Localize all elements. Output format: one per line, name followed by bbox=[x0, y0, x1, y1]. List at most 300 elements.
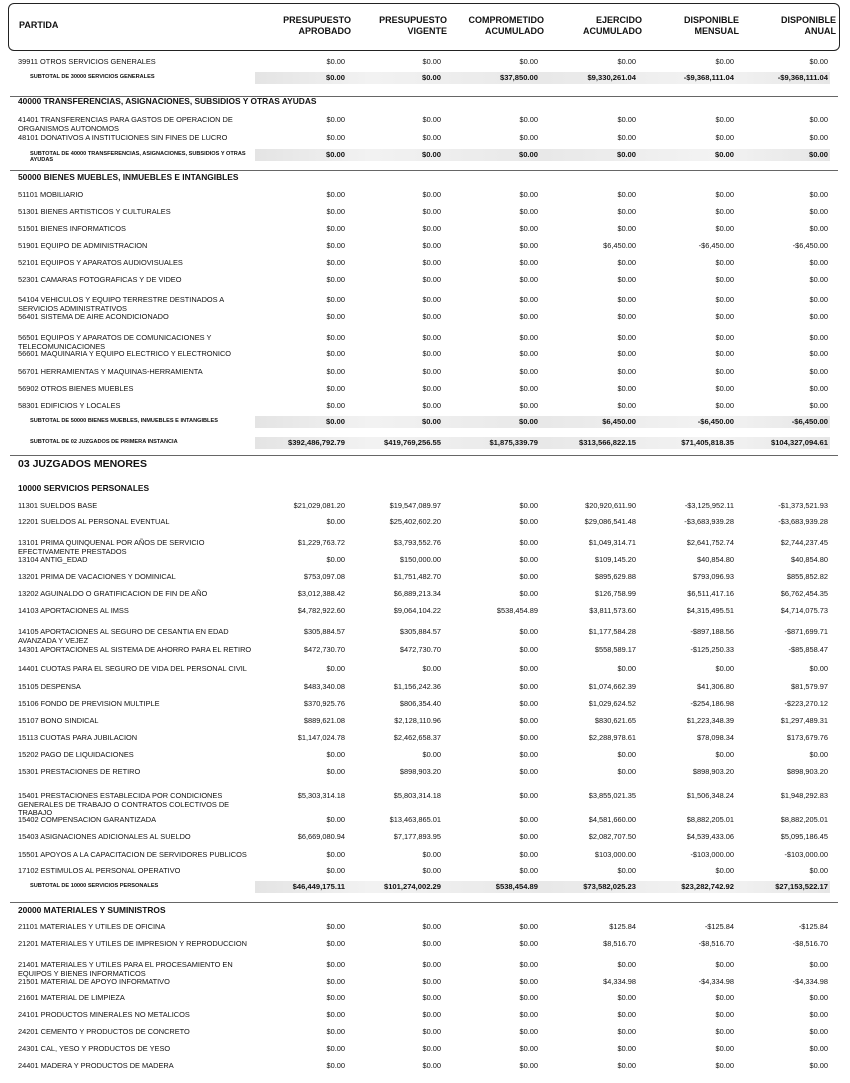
amount-cell: $0.00 bbox=[715, 384, 734, 393]
amount-cell: $19,547,089.97 bbox=[389, 501, 441, 510]
amount-cell: $0.00 bbox=[519, 866, 538, 875]
partida-label: 10000 SERVICIOS PERSONALES bbox=[18, 483, 150, 493]
amount-cell: $1,177,584.28 bbox=[588, 627, 636, 636]
amount-cell: $3,793,552.76 bbox=[393, 538, 441, 547]
amount-cell: $0.00 bbox=[326, 133, 345, 142]
amount-cell: $0.00 bbox=[809, 664, 828, 673]
amount-cell: $0.00 bbox=[519, 682, 538, 691]
partida-label: 15301 PRESTACIONES DE RETIRO bbox=[18, 767, 141, 776]
amount-cell: $0.00 bbox=[519, 349, 538, 358]
amount-cell: $0.00 bbox=[617, 664, 636, 673]
amount-cell: $0.00 bbox=[519, 1027, 538, 1036]
table-header bbox=[8, 3, 840, 51]
amount-cell: $538,454.89 bbox=[495, 882, 538, 891]
amount-cell: $0.00 bbox=[519, 115, 538, 124]
partida-label: 12201 SUELDOS AL PERSONAL EVENTUAL bbox=[18, 517, 170, 526]
amount-cell: $0.00 bbox=[519, 699, 538, 708]
amount-cell: -$125,250.33 bbox=[690, 645, 734, 654]
amount-cell: $0.00 bbox=[809, 275, 828, 284]
amount-cell: $25,402,602.20 bbox=[389, 517, 441, 526]
partida-label: 13101 PRIMA QUINQUENAL POR AÑOS DE SERVICIO EFECTIVAMENTE PRESTADOS bbox=[18, 538, 205, 556]
amount-cell: $472,730.70 bbox=[399, 645, 441, 654]
amount-cell: $0.00 bbox=[715, 993, 734, 1002]
amount-cell: -$871,699.71 bbox=[784, 627, 828, 636]
amount-cell: $0.00 bbox=[519, 384, 538, 393]
amount-cell: $0.00 bbox=[519, 664, 538, 673]
divider bbox=[10, 96, 838, 97]
amount-cell: $0.00 bbox=[809, 207, 828, 216]
amount-cell: $0.00 bbox=[325, 150, 345, 159]
amount-cell: $1,156,242.36 bbox=[393, 682, 441, 691]
partida-label: 20000 MATERIALES Y SUMINISTROS bbox=[18, 905, 166, 915]
partida-label: 51301 BIENES ARTISTICOS Y CULTURALES bbox=[18, 207, 171, 216]
amount-cell: -$897,188.56 bbox=[690, 627, 734, 636]
amount-cell: $6,669,080.94 bbox=[297, 832, 345, 841]
amount-cell: $0.00 bbox=[617, 295, 636, 304]
amount-cell: $0.00 bbox=[617, 866, 636, 875]
amount-cell: $0.00 bbox=[422, 1061, 441, 1070]
amount-cell: $0.00 bbox=[326, 960, 345, 969]
amount-cell: $0.00 bbox=[617, 1061, 636, 1070]
header-vigente: PRESUPUESTO VIGENTE bbox=[379, 15, 447, 36]
amount-cell: $0.00 bbox=[421, 73, 441, 82]
amount-cell: $0.00 bbox=[617, 133, 636, 142]
amount-cell: $0.00 bbox=[519, 791, 538, 800]
partida-label: 15202 PAGO DE LIQUIDACIONES bbox=[18, 750, 134, 759]
amount-cell: $0.00 bbox=[809, 312, 828, 321]
amount-cell: $0.00 bbox=[519, 401, 538, 410]
amount-cell: $2,641,752.74 bbox=[686, 538, 734, 547]
amount-cell: $0.00 bbox=[715, 224, 734, 233]
amount-cell: $0.00 bbox=[422, 133, 441, 142]
amount-cell: $6,450.00 bbox=[602, 417, 636, 426]
amount-cell: $0.00 bbox=[519, 939, 538, 948]
amount-cell: $0.00 bbox=[422, 224, 441, 233]
partida-label: 51501 BIENES INFORMATICOS bbox=[18, 224, 126, 233]
amount-cell: $0.00 bbox=[519, 716, 538, 725]
amount-cell: $4,315,495.51 bbox=[686, 606, 734, 615]
amount-cell: $1,751,482.70 bbox=[393, 572, 441, 581]
amount-cell: $392,486,792.79 bbox=[287, 438, 345, 447]
amount-cell: $0.00 bbox=[809, 224, 828, 233]
amount-cell: $0.00 bbox=[617, 401, 636, 410]
amount-cell: $0.00 bbox=[617, 1044, 636, 1053]
amount-cell: $1,297,489.31 bbox=[780, 716, 828, 725]
partida-label: 56902 OTROS BIENES MUEBLES bbox=[18, 384, 134, 393]
amount-cell: $0.00 bbox=[422, 275, 441, 284]
amount-cell: $0.00 bbox=[422, 1027, 441, 1036]
amount-cell: $0.00 bbox=[809, 57, 828, 66]
amount-cell: $0.00 bbox=[519, 295, 538, 304]
amount-cell: $6,889,213.34 bbox=[393, 589, 441, 598]
amount-cell: $0.00 bbox=[422, 922, 441, 931]
amount-cell: $29,086,541.48 bbox=[584, 517, 636, 526]
amount-cell: -$4,334.98 bbox=[698, 977, 734, 986]
amount-cell: $889,621.08 bbox=[303, 716, 345, 725]
amount-cell: $0.00 bbox=[326, 1027, 345, 1036]
amount-cell: $0.00 bbox=[809, 384, 828, 393]
amount-cell: $0.00 bbox=[518, 150, 538, 159]
amount-cell: $0.00 bbox=[809, 295, 828, 304]
amount-cell: -$4,334.98 bbox=[792, 977, 828, 986]
amount-cell: -$8,516.70 bbox=[792, 939, 828, 948]
amount-cell: $2,462,658.37 bbox=[393, 733, 441, 742]
amount-cell: $0.00 bbox=[809, 258, 828, 267]
amount-cell: $0.00 bbox=[519, 501, 538, 510]
partida-label: 52101 EQUIPOS Y APARATOS AUDIOVISUALES bbox=[18, 258, 183, 267]
header-aprobado: PRESUPUESTO APROBADO bbox=[283, 15, 351, 36]
amount-cell: $0.00 bbox=[617, 275, 636, 284]
amount-cell: $0.00 bbox=[422, 1010, 441, 1019]
amount-cell: $0.00 bbox=[422, 258, 441, 267]
amount-cell: $0.00 bbox=[326, 115, 345, 124]
amount-cell: $0.00 bbox=[715, 275, 734, 284]
amount-cell: $0.00 bbox=[715, 333, 734, 342]
partida-label: SUBTOTAL DE 10000 SERVICIOS PERSONALES bbox=[30, 883, 159, 889]
amount-cell: $0.00 bbox=[519, 832, 538, 841]
amount-cell: $0.00 bbox=[715, 57, 734, 66]
partida-label: 14301 APORTACIONES AL SISTEMA DE AHORRO PARA EL RETIRO bbox=[18, 645, 252, 654]
partida-label: 15401 PRESTACIONES ESTABLECIDA POR CONDICIONES GENERALES DE TRABAJO O CONTRATOS COLECTIVOS DE TRABAJO bbox=[18, 791, 230, 818]
amount-cell: $0.00 bbox=[422, 367, 441, 376]
amount-cell: $71,405,818.35 bbox=[681, 438, 734, 447]
partida-label: 24401 MADERA Y PRODUCTOS DE MADERA bbox=[18, 1061, 174, 1070]
amount-cell: $0.00 bbox=[715, 1010, 734, 1019]
amount-cell: $0.00 bbox=[422, 977, 441, 986]
amount-cell: $0.00 bbox=[326, 517, 345, 526]
amount-cell: $41,306.80 bbox=[697, 682, 734, 691]
partida-label: 14401 CUOTAS PARA EL SEGURO DE VIDA DEL PERSONAL CIVIL bbox=[18, 664, 247, 673]
amount-cell: $0.00 bbox=[809, 993, 828, 1002]
amount-cell: $0.00 bbox=[809, 1027, 828, 1036]
amount-cell: $0.00 bbox=[715, 750, 734, 759]
amount-cell: $0.00 bbox=[422, 993, 441, 1002]
amount-cell: $0.00 bbox=[519, 572, 538, 581]
amount-cell: -$254,186.98 bbox=[690, 699, 734, 708]
amount-cell: $8,882,205.01 bbox=[780, 815, 828, 824]
amount-cell: $305,884.57 bbox=[303, 627, 345, 636]
amount-cell: $9,330,261.04 bbox=[587, 73, 636, 82]
amount-cell: $2,082,707.50 bbox=[588, 832, 636, 841]
amount-cell: $0.00 bbox=[617, 207, 636, 216]
amount-cell: $898,903.20 bbox=[692, 767, 734, 776]
amount-cell: $0.00 bbox=[617, 367, 636, 376]
amount-cell: $0.00 bbox=[715, 295, 734, 304]
amount-cell: $0.00 bbox=[519, 555, 538, 564]
amount-cell: $483,340.08 bbox=[303, 682, 345, 691]
amount-cell: $0.00 bbox=[715, 258, 734, 267]
partida-label: 52301 CAMARAS FOTOGRAFICAS Y DE VIDEO bbox=[18, 275, 182, 284]
amount-cell: $0.00 bbox=[422, 57, 441, 66]
partida-label: 15107 BONO SINDICAL bbox=[18, 716, 99, 725]
amount-cell: $0.00 bbox=[326, 1061, 345, 1070]
amount-cell: $150,000.00 bbox=[399, 555, 441, 564]
amount-cell: $0.00 bbox=[617, 960, 636, 969]
amount-cell: $1,029,624.52 bbox=[588, 699, 636, 708]
amount-cell: $0.00 bbox=[518, 417, 538, 426]
amount-cell: $370,925.76 bbox=[303, 699, 345, 708]
amount-cell: -$3,683,939.28 bbox=[778, 517, 828, 526]
amount-cell: $0.00 bbox=[422, 850, 441, 859]
partida-label: 21601 MATERIAL DE LIMPIEZA bbox=[18, 993, 125, 1002]
amount-cell: $0.00 bbox=[519, 241, 538, 250]
amount-cell: $0.00 bbox=[809, 1044, 828, 1053]
amount-cell: $0.00 bbox=[422, 384, 441, 393]
amount-cell: $0.00 bbox=[326, 207, 345, 216]
amount-cell: $0.00 bbox=[715, 1044, 734, 1053]
amount-cell: $78,098.34 bbox=[697, 733, 734, 742]
amount-cell: -$3,683,939.28 bbox=[684, 517, 734, 526]
amount-cell: $5,303,314.18 bbox=[297, 791, 345, 800]
amount-cell: $0.00 bbox=[809, 960, 828, 969]
amount-cell: $898,903.20 bbox=[399, 767, 441, 776]
amount-cell: -$85,858.47 bbox=[788, 645, 828, 654]
amount-cell: $0.00 bbox=[519, 333, 538, 342]
amount-cell: $109,145.20 bbox=[594, 555, 636, 564]
amount-cell: $0.00 bbox=[617, 1010, 636, 1019]
amount-cell: $0.00 bbox=[617, 767, 636, 776]
amount-cell: $0.00 bbox=[326, 922, 345, 931]
amount-cell: $125.84 bbox=[609, 922, 636, 931]
amount-cell: $0.00 bbox=[617, 224, 636, 233]
amount-cell: $305,884.57 bbox=[399, 627, 441, 636]
amount-cell: $4,334.98 bbox=[603, 977, 636, 986]
amount-cell: $0.00 bbox=[808, 150, 828, 159]
partida-label: 24301 CAL, YESO Y PRODUCTOS DE YESO bbox=[18, 1044, 171, 1053]
partida-label: 56601 MAQUINARIA Y EQUIPO ELECTRICO Y ELECTRONICO bbox=[18, 349, 232, 358]
amount-cell: $0.00 bbox=[326, 241, 345, 250]
amount-cell: $0.00 bbox=[326, 850, 345, 859]
amount-cell: $558,589.17 bbox=[594, 645, 636, 654]
amount-cell: $0.00 bbox=[422, 333, 441, 342]
amount-cell: $0.00 bbox=[519, 224, 538, 233]
amount-cell: $81,579.97 bbox=[791, 682, 828, 691]
amount-cell: $0.00 bbox=[617, 349, 636, 358]
amount-cell: $0.00 bbox=[422, 115, 441, 124]
amount-cell: $0.00 bbox=[519, 190, 538, 199]
amount-cell: -$103,000.00 bbox=[784, 850, 828, 859]
amount-cell: $0.00 bbox=[326, 367, 345, 376]
amount-cell: $0.00 bbox=[326, 190, 345, 199]
amount-cell: $3,012,388.42 bbox=[297, 589, 345, 598]
amount-cell: $173,679.76 bbox=[786, 733, 828, 742]
amount-cell: $855,852.82 bbox=[786, 572, 828, 581]
amount-cell: $9,064,104.22 bbox=[393, 606, 441, 615]
amount-cell: $101,274,002.29 bbox=[383, 882, 441, 891]
amount-cell: $0.00 bbox=[421, 417, 441, 426]
divider bbox=[10, 455, 838, 456]
amount-cell: $0.00 bbox=[809, 367, 828, 376]
amount-cell: $0.00 bbox=[617, 384, 636, 393]
amount-cell: $0.00 bbox=[715, 115, 734, 124]
amount-cell: $6,450.00 bbox=[603, 241, 636, 250]
amount-cell: $0.00 bbox=[715, 207, 734, 216]
amount-cell: $0.00 bbox=[422, 960, 441, 969]
amount-cell: $0.00 bbox=[519, 258, 538, 267]
amount-cell: $0.00 bbox=[519, 960, 538, 969]
amount-cell: $0.00 bbox=[715, 960, 734, 969]
amount-cell: $0.00 bbox=[422, 401, 441, 410]
amount-cell: $5,803,314.18 bbox=[393, 791, 441, 800]
amount-cell: $0.00 bbox=[617, 993, 636, 1002]
amount-cell: $0.00 bbox=[715, 1061, 734, 1070]
amount-cell: -$125.84 bbox=[704, 922, 734, 931]
amount-cell: $0.00 bbox=[617, 57, 636, 66]
partida-label: 17102 ESTIMULOS AL PERSONAL OPERATIVO bbox=[18, 866, 181, 875]
amount-cell: $6,762,454.35 bbox=[780, 589, 828, 598]
amount-cell: $419,769,256.55 bbox=[383, 438, 441, 447]
partida-label: 24201 CEMENTO Y PRODUCTOS DE CONCRETO bbox=[18, 1027, 190, 1036]
amount-cell: -$6,450.00 bbox=[698, 241, 734, 250]
amount-cell: -$8,516.70 bbox=[698, 939, 734, 948]
amount-cell: $13,463,865.01 bbox=[389, 815, 441, 824]
partida-label: 48101 DONATIVOS A INSTITUCIONES SIN FINES DE LUCRO bbox=[18, 133, 228, 142]
amount-cell: $23,282,742.92 bbox=[681, 882, 734, 891]
partida-label: 21501 MATERIAL DE APOYO INFORMATIVO bbox=[18, 977, 170, 986]
amount-cell: -$223,270.12 bbox=[784, 699, 828, 708]
amount-cell: $830,621.65 bbox=[594, 716, 636, 725]
amount-cell: $104,327,094.61 bbox=[770, 438, 828, 447]
amount-cell: $0.00 bbox=[326, 349, 345, 358]
amount-cell: $1,875,339.79 bbox=[489, 438, 538, 447]
amount-cell: $0.00 bbox=[715, 866, 734, 875]
amount-cell: $0.00 bbox=[809, 750, 828, 759]
amount-cell: $0.00 bbox=[422, 750, 441, 759]
amount-cell: -$125.84 bbox=[798, 922, 828, 931]
amount-cell: $0.00 bbox=[422, 312, 441, 321]
amount-cell: $73,582,025.23 bbox=[583, 882, 636, 891]
amount-cell: $7,177,893.95 bbox=[393, 832, 441, 841]
amount-cell: $0.00 bbox=[325, 73, 345, 82]
amount-cell: $4,581,660.00 bbox=[588, 815, 636, 824]
partida-label: 15402 COMPENSACION GARANTIZADA bbox=[18, 815, 156, 824]
amount-cell: $472,730.70 bbox=[303, 645, 345, 654]
amount-cell: $1,948,292.83 bbox=[780, 791, 828, 800]
partida-label: 24101 PRODUCTOS MINERALES NO METALICOS bbox=[18, 1010, 190, 1019]
amount-cell: $0.00 bbox=[715, 664, 734, 673]
amount-cell: $0.00 bbox=[715, 312, 734, 321]
amount-cell: $0.00 bbox=[809, 190, 828, 199]
amount-cell: $0.00 bbox=[422, 241, 441, 250]
amount-cell: $0.00 bbox=[519, 57, 538, 66]
amount-cell: $6,511,417.16 bbox=[687, 589, 734, 598]
amount-cell: -$6,450.00 bbox=[697, 417, 734, 426]
partida-label: 13104 ANTIG_EDAD bbox=[18, 555, 88, 564]
header-disponible-anual: DISPONIBLE ANUAL bbox=[780, 15, 836, 36]
amount-cell: $0.00 bbox=[422, 207, 441, 216]
amount-cell: $4,714,075.73 bbox=[780, 606, 828, 615]
partida-label: 50000 BIENES MUEBLES, INMUEBLES E INTANGIBLES bbox=[18, 172, 239, 182]
amount-cell: $0.00 bbox=[519, 275, 538, 284]
amount-cell: $0.00 bbox=[809, 1061, 828, 1070]
amount-cell: $793,096.93 bbox=[692, 572, 734, 581]
amount-cell: $895,629.88 bbox=[594, 572, 636, 581]
amount-cell: $4,539,433.06 bbox=[686, 832, 734, 841]
partida-label: SUBTOTAL DE 02 JUZGADOS DE PRIMERA INSTANCIA bbox=[30, 439, 178, 445]
amount-cell: $0.00 bbox=[325, 417, 345, 426]
partida-label: 14105 APORTACIONES AL SEGURO DE CESANTIA EN EDAD AVANZADA Y VEJEZ bbox=[18, 627, 229, 645]
amount-cell: $753,097.08 bbox=[303, 572, 345, 581]
partida-label: 41401 TRANSFERENCIAS PARA GASTOS DE OPERACION DE ORGANISMOS AUTONOMOS bbox=[18, 115, 233, 133]
header-ejercido: EJERCIDO ACUMULADO bbox=[583, 15, 642, 36]
partida-label: 51901 EQUIPO DE ADMINISTRACION bbox=[18, 241, 148, 250]
amount-cell: $0.00 bbox=[617, 258, 636, 267]
partida-label: 58301 EDIFICIOS Y LOCALES bbox=[18, 401, 121, 410]
amount-cell: $0.00 bbox=[326, 664, 345, 673]
amount-cell: $1,506,348.24 bbox=[686, 791, 734, 800]
amount-cell: $4,782,922.60 bbox=[297, 606, 345, 615]
amount-cell: $0.00 bbox=[326, 815, 345, 824]
amount-cell: $1,147,024.78 bbox=[297, 733, 345, 742]
amount-cell: $0.00 bbox=[519, 977, 538, 986]
amount-cell: $806,354.40 bbox=[399, 699, 441, 708]
amount-cell: $0.00 bbox=[326, 333, 345, 342]
amount-cell: $40,854.80 bbox=[697, 555, 734, 564]
partida-label: 56401 SISTEMA DE AIRE ACONDICIONADO bbox=[18, 312, 169, 321]
amount-cell: $40,854.80 bbox=[791, 555, 828, 564]
amount-cell: $0.00 bbox=[519, 645, 538, 654]
amount-cell: $0.00 bbox=[422, 1044, 441, 1053]
partida-label: 14103 APORTACIONES AL IMSS bbox=[18, 606, 129, 615]
amount-cell: $0.00 bbox=[519, 1061, 538, 1070]
amount-cell: $0.00 bbox=[519, 1044, 538, 1053]
amount-cell: $2,128,110.96 bbox=[394, 716, 441, 725]
amount-cell: -$103,000.00 bbox=[690, 850, 734, 859]
amount-cell: $0.00 bbox=[809, 866, 828, 875]
amount-cell: $0.00 bbox=[617, 190, 636, 199]
amount-cell: $898,903.20 bbox=[786, 767, 828, 776]
amount-cell: $0.00 bbox=[326, 767, 345, 776]
partida-label: 15106 FONDO DE PREVISION MULTIPLE bbox=[18, 699, 160, 708]
amount-cell: -$6,450.00 bbox=[791, 417, 828, 426]
amount-cell: $0.00 bbox=[715, 133, 734, 142]
partida-label: 13201 PRIMA DE VACACIONES Y DOMINICAL bbox=[18, 572, 176, 581]
amount-cell: $0.00 bbox=[422, 866, 441, 875]
amount-cell: $2,288,978.61 bbox=[588, 733, 636, 742]
partida-label: 39911 OTROS SERVICIOS GENERALES bbox=[18, 57, 156, 66]
partida-label: 15501 APOYOS A LA CAPACITACION DE SERVIDORES PUBLICOS bbox=[18, 850, 247, 859]
amount-cell: $0.00 bbox=[519, 922, 538, 931]
amount-cell: $0.00 bbox=[326, 750, 345, 759]
amount-cell: $21,029,081.20 bbox=[293, 501, 345, 510]
amount-cell: $0.00 bbox=[519, 367, 538, 376]
amount-cell: $0.00 bbox=[519, 993, 538, 1002]
amount-cell: $0.00 bbox=[326, 555, 345, 564]
amount-cell: $8,882,205.01 bbox=[686, 815, 734, 824]
amount-cell: $0.00 bbox=[617, 1027, 636, 1036]
amount-cell: -$6,450.00 bbox=[792, 241, 828, 250]
partida-label: 15403 ASIGNACIONES ADICIONALES AL SUELDO bbox=[18, 832, 191, 841]
amount-cell: $0.00 bbox=[809, 1010, 828, 1019]
amount-cell: $0.00 bbox=[422, 939, 441, 948]
amount-cell: $0.00 bbox=[519, 767, 538, 776]
amount-cell: -$9,368,111.04 bbox=[777, 73, 828, 82]
amount-cell: $0.00 bbox=[617, 333, 636, 342]
amount-cell: $0.00 bbox=[422, 295, 441, 304]
partida-label: 15113 CUOTAS PARA JUBILACION bbox=[18, 733, 138, 742]
header-partida: PARTIDA bbox=[19, 20, 59, 30]
amount-cell: $103,000.00 bbox=[594, 850, 636, 859]
amount-cell: $0.00 bbox=[519, 815, 538, 824]
amount-cell: $0.00 bbox=[715, 349, 734, 358]
amount-cell: $46,449,175.11 bbox=[292, 882, 345, 891]
amount-cell: $2,744,237.45 bbox=[780, 538, 828, 547]
amount-cell: $1,074,662.39 bbox=[588, 682, 636, 691]
amount-cell: $0.00 bbox=[326, 57, 345, 66]
amount-cell: $0.00 bbox=[809, 333, 828, 342]
amount-cell: $0.00 bbox=[809, 401, 828, 410]
amount-cell: $0.00 bbox=[326, 1010, 345, 1019]
